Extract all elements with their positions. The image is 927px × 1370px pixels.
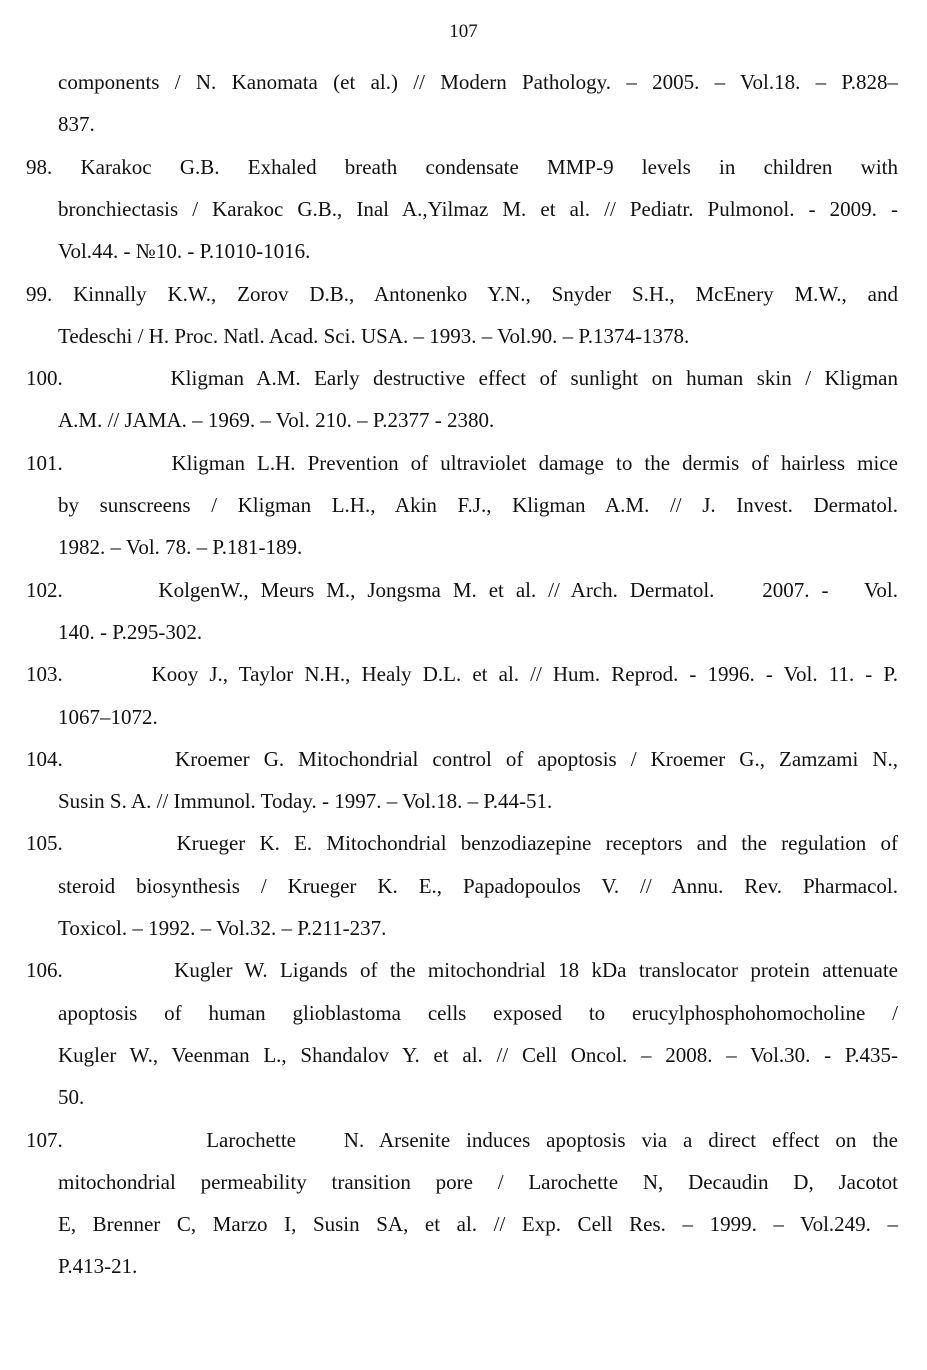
page-number: 107 xyxy=(449,21,478,42)
reference-entry-first-line: 105. Krueger K. E. Mitochondrial benzodiazepine receptors and the regulation of xyxy=(26,831,898,856)
reference-entry-first-line: 100. Kligman A.M. Early destructive effect of sunlight on human skin / Kligman xyxy=(26,366,898,391)
reference-text-line: components / N. Kanomata (et al.) // Modern Pathology. – 2005. – Vol.18. – P.828– xyxy=(58,70,898,94)
reference-text-line: bronchiectasis / Karakoc G.B., Inal A.,Yilmaz M. et al. // Pediatr. Pulmonol. - 2009. - xyxy=(58,196,898,221)
reference-text-line: 1067–1072. xyxy=(58,704,158,729)
reference-text-line: mitochondrial permeability transition pore / Larochette N, Decaudin D, Jacotot xyxy=(58,1169,898,1194)
reference-text-line: 1982. – Vol. 78. – P.181-189. xyxy=(58,535,303,560)
reference-text-line: Toxicol. – 1992. – Vol.32. – P.211-237. xyxy=(58,916,387,940)
reference-entry-first-line: 106. Kugler W. Ligands of the mitochondrial 18 kDa translocator protein attenuate xyxy=(26,958,898,983)
reference-entry-first-line: 103. Kooy J., Taylor N.H., Healy D.L. et al. // Hum. Reprod. - 1996. - Vol. 11. - P. xyxy=(26,662,898,687)
reference-text-line: P.413-21. xyxy=(58,1254,138,1279)
reference-entry-first-line: 102. KolgenW., Meurs M., Jongsma M. et al. // Arch. Dermatol. 2007. - Vol. xyxy=(26,577,898,602)
reference-text-line: E, Brenner C, Marzo I, Susin SA, et al. // Exp. Cell Res. – 1999. – Vol.249. – xyxy=(58,1212,898,1237)
reference-text-line: Susin S. A. // Immunol. Today. - 1997. – Vol.18. – P.44-51. xyxy=(58,789,553,814)
reference-text-line: Kugler W., Veenman L., Shandalov Y. et al. // Cell Oncol. – 2008. – Vol.30. - P.435- xyxy=(58,1042,898,1067)
reference-text-line: 837. xyxy=(58,112,95,137)
reference-entry-first-line: 98. Karakoc G.B. Exhaled breath condensate MMP-9 levels in children with xyxy=(26,154,898,179)
reference-text-line: 50. xyxy=(58,1085,85,1110)
reference-entry-first-line: 101. Kligman L.H. Prevention of ultraviolet damage to the dermis of hairless mice xyxy=(26,450,898,475)
reference-text-line: Tedeschi / H. Proc. Natl. Acad. Sci. USA. – 1993. – Vol.90. – P.1374-1378. xyxy=(58,323,690,348)
reference-text-line: Vol.44. - №10. - P.1010-1016. xyxy=(58,239,311,264)
reference-text-line: by sunscreens / Kligman L.H., Akin F.J., Kligman A.M. // J. Invest. Dermatol. xyxy=(58,493,898,517)
reference-entry-first-line: 99. Kinnally K.W., Zorov D.B., Antonenko Y.N., Snyder S.H., McEnery M.W., and xyxy=(26,281,898,306)
reference-entry-first-line: 104. Kroemer G. Mitochondrial control of apoptosis / Kroemer G., Zamzami N., xyxy=(26,746,898,771)
reference-text-line: apoptosis of human glioblastoma cells exposed to erucylphosphohomocholine / xyxy=(58,1000,898,1025)
reference-text-line: 140. - P.295-302. xyxy=(58,619,203,644)
reference-entry-first-line: 107. Larochette N. Arsenite induces apoptosis via a direct effect on the xyxy=(26,1127,898,1152)
reference-text-line: steroid biosynthesis / Krueger K. E., Papadopoulos V. // Annu. Rev. Pharmacol. xyxy=(58,873,898,898)
reference-text-line: A.M. // JAMA. – 1969. – Vol. 210. – P.2377 - 2380. xyxy=(58,408,495,433)
